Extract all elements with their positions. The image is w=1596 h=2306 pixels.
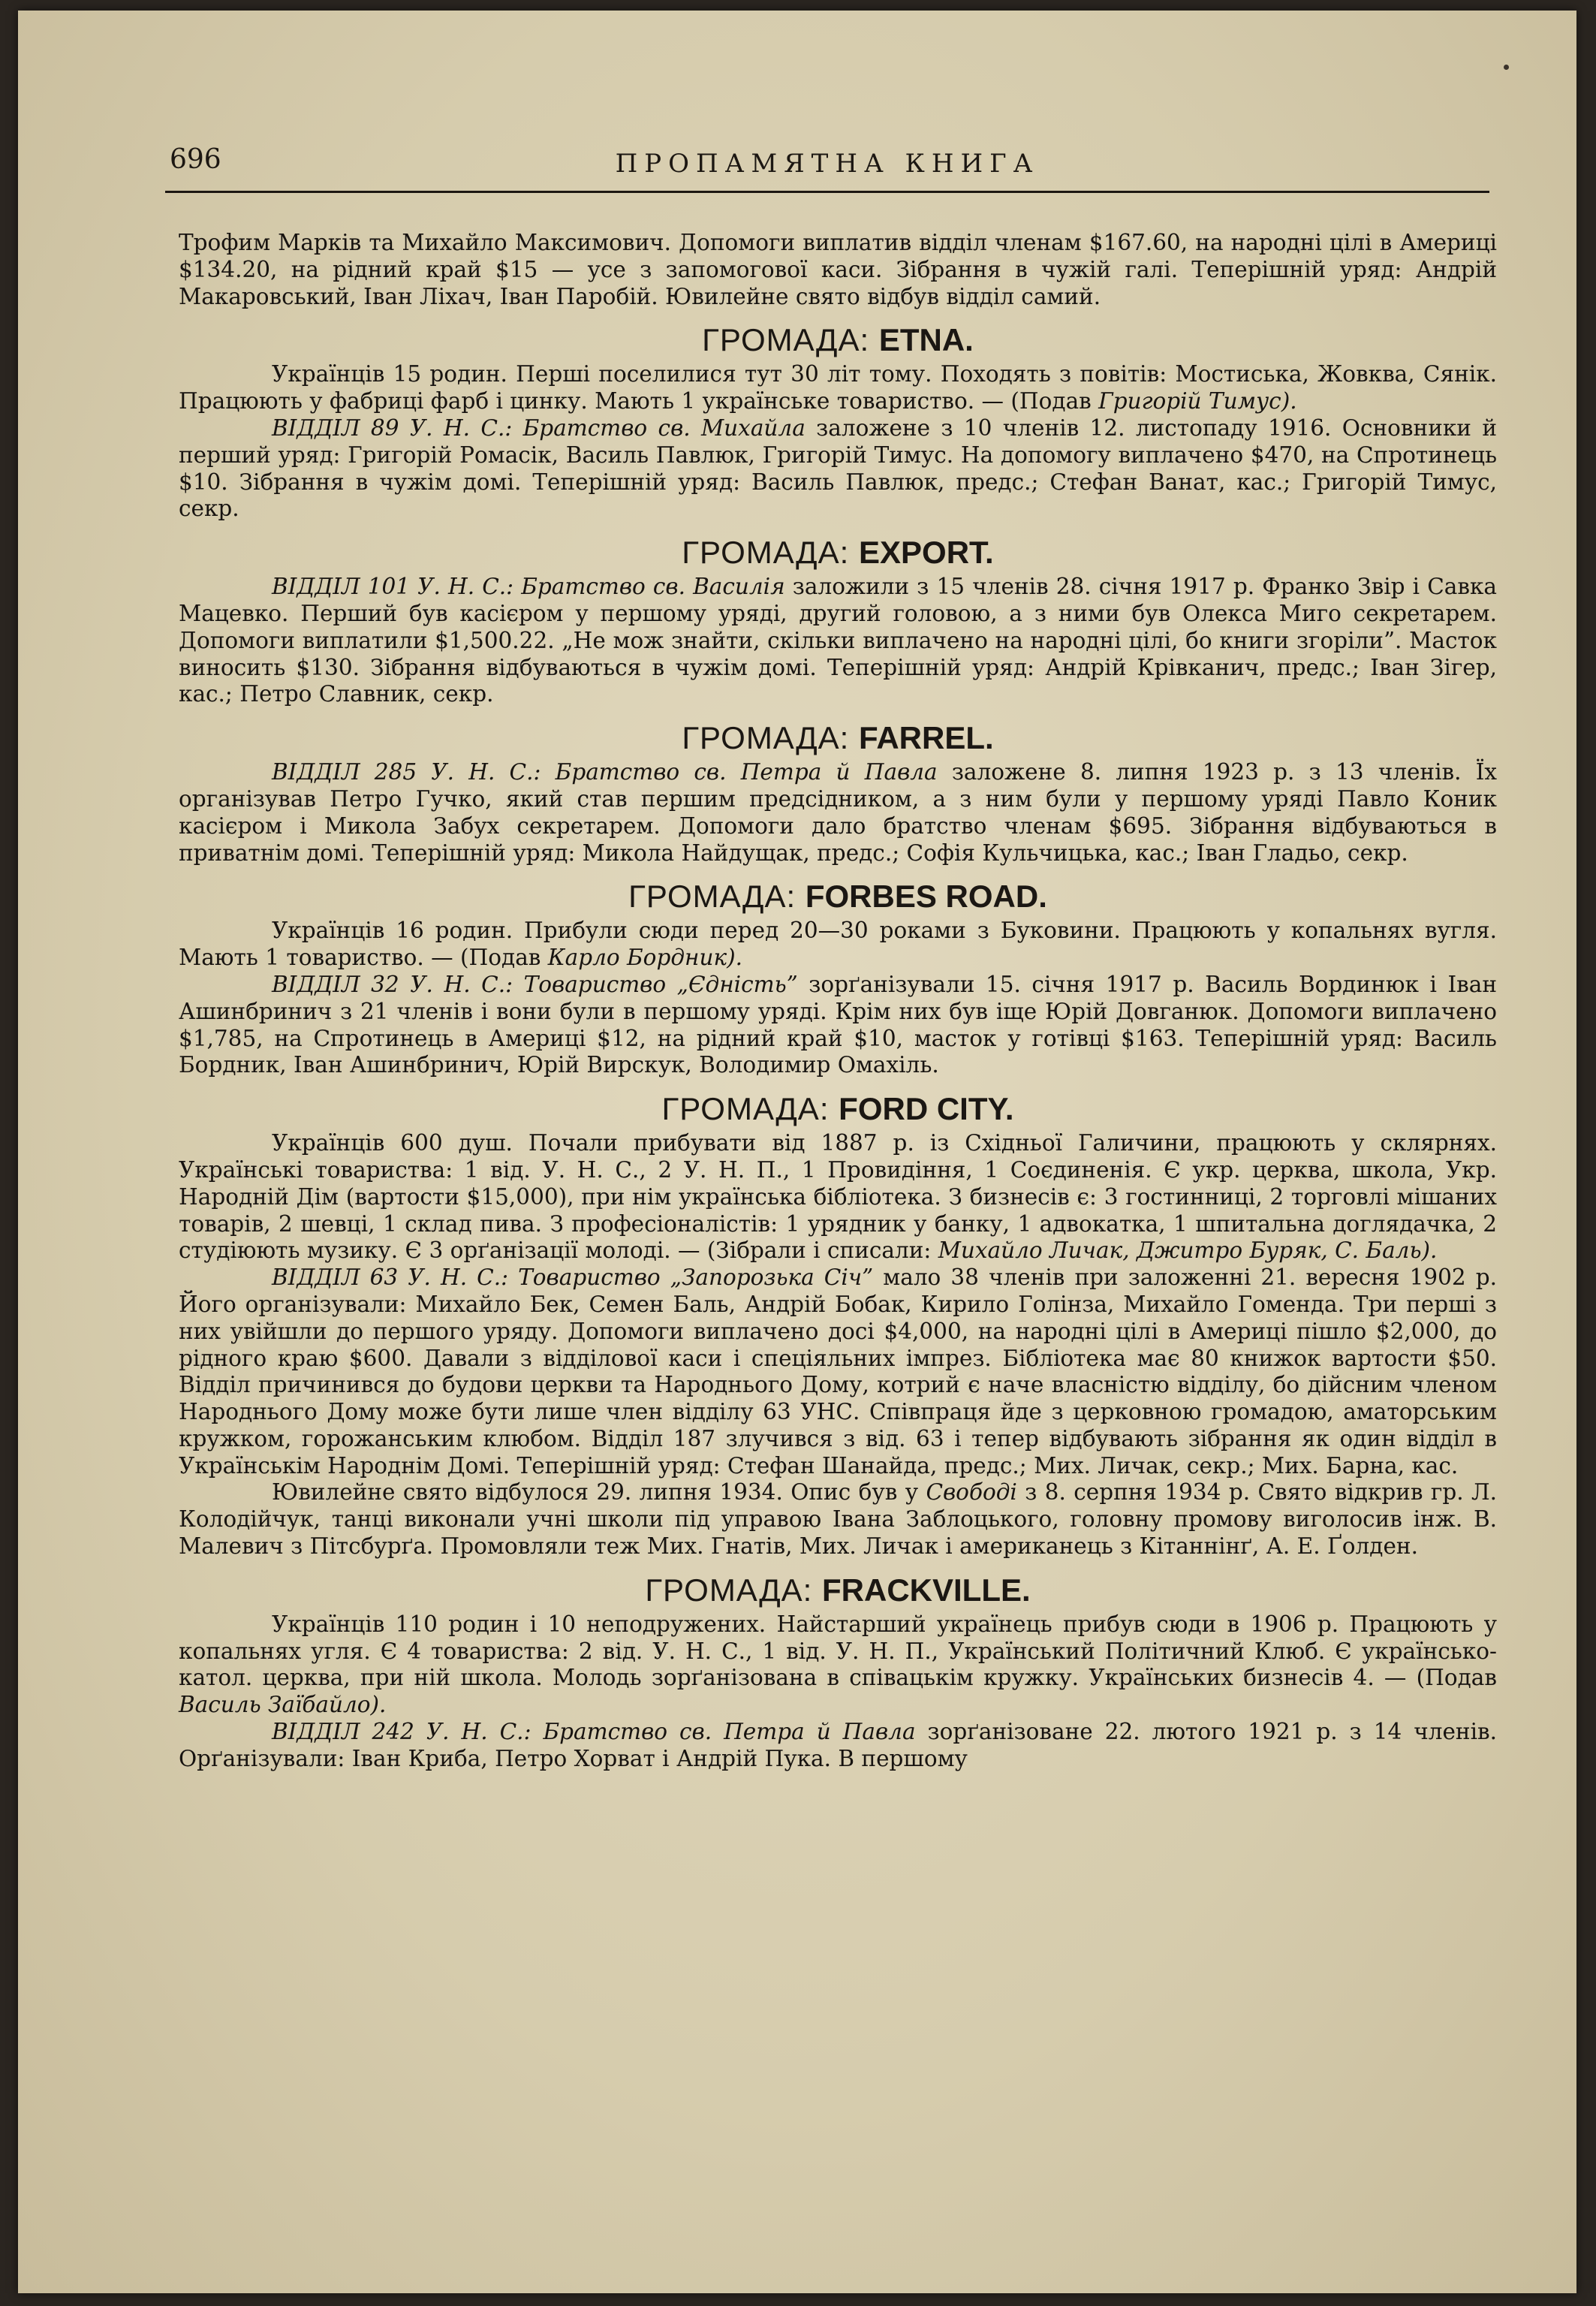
paragraph-italic-text: ВІДДІЛ 101 У. Н. С.: Братство св. Василія bbox=[272, 574, 785, 600]
section-label: ГРОМАДА: bbox=[682, 720, 860, 756]
book-page bbox=[18, 11, 1576, 2293]
book-title: ПРОПАМЯТНА КНИГА bbox=[615, 149, 1040, 179]
print-speck bbox=[1504, 65, 1509, 70]
section-place-name: EXPORT. bbox=[858, 535, 994, 571]
paragraph-italic-text: ВІДДІЛ 63 У. Н. С.: Товариство „Запорозька Січ” bbox=[272, 1265, 874, 1291]
section-label: ГРОМАДА: bbox=[682, 535, 859, 571]
section-label: ГРОМАДА: bbox=[628, 879, 806, 915]
section-paragraph bbox=[179, 361, 1497, 415]
section-place-name: FORD CITY. bbox=[839, 1091, 1014, 1127]
paragraph-text: заложене з 10 членів 12. листопаду 1916. Основники й перший уряд: Григорій Ромасік, Василь Павлюк, Григорій Тимус. На допомогу виплачено $470, на Спротинець $10. Зібрання в чужім домі. Теперішній уряд: Василь Павлюк, предс.; Стефан Ванат, кас.; Григорій Тимус, секр. bbox=[179, 414, 1497, 522]
page-content bbox=[179, 230, 1497, 1773]
section-heading bbox=[179, 1091, 1497, 1127]
paragraph-italic-text: Василь Заїбайло). bbox=[179, 1692, 387, 1718]
section-label: ГРОМАДА: bbox=[645, 1572, 823, 1608]
section-paragraph bbox=[179, 574, 1497, 708]
page-number: 696 bbox=[170, 144, 221, 175]
section-place-name: FRACKVILLE. bbox=[822, 1572, 1031, 1608]
paragraph-italic-text: Михайло Личак, Джитро Буряк, С. Баль). bbox=[938, 1237, 1438, 1264]
section-paragraph bbox=[179, 1130, 1497, 1265]
section-paragraph bbox=[179, 759, 1497, 867]
paragraph-text: Ювилейне свято відбулося 29. липня 1934. Опис був у bbox=[272, 1479, 926, 1506]
section-heading bbox=[179, 535, 1497, 571]
section-heading bbox=[179, 1572, 1497, 1608]
section-heading bbox=[179, 720, 1497, 756]
paragraph-italic-text: Григорій Тимус). bbox=[1098, 388, 1297, 414]
paragraph-italic-text: ВІДДІЛ 89 У. Н. С.: Братство св. Михайла bbox=[272, 414, 806, 441]
section-heading bbox=[179, 322, 1497, 358]
paragraph-text: Українців 110 родин і 10 неподружених. Найстарший українець прибув сюди в 1906 р. Працюють у копальнях угля. Є 4 товариства: 2 від. У. Н. С., 1 від. У. Н. П., Український Політичний Клюб. Є українсько-катол. церква, при ній школа. Молодь зорґанізована в співацькім кружку. Українських бизнесів 4. — (Подав bbox=[179, 1611, 1497, 1691]
paragraph-text: заложили з 15 членів 28. січня 1917 р. Франко Звір і Савка Мацевко. Перший був касієром у першому уряді, другий головою, а з ними був Олекса Миго секретарем. Допомоги виплатили $1,500.22. „Не мож знайти, скільки виплачено на народні цілі, бо книги згоріли”. Масток виносить $130. Зібрання відбуваються в чужім домі. Теперішній уряд: Андрій Крівканич, предс.; Іван Зігер, кас.; Петро Славник, секр. bbox=[179, 574, 1498, 707]
section-label: ГРОМАДА: bbox=[661, 1091, 839, 1127]
section-place-name: FORBES ROAD. bbox=[805, 879, 1047, 915]
paragraph-italic-text: Карло Бордник). bbox=[547, 945, 742, 971]
section-paragraph bbox=[179, 1611, 1497, 1719]
paragraph-text: Українців 600 душ. Почали прибувати від 1887 р. із Східньої Галичини, працюють у склярнях. Українські товариства: 1 від. У. Н. С., 2 У. Н. П., 1 Провидіння, 1 Соєдиненія. Є укр. церква, школа, Укр. Народній Дім (вартости $15,000), при нім українська бібліотека. З бизнесів є: 3 гостинниці, 2 торговлі мішаних товарів, 2 шевці, 1 склад пива. З професіоналістів: 1 урядник у банку, 1 адвокатка, 1 шпитальна доглядачка, 2 студіюють музику. Є 3 орґанізації молоді. — (Зібрали і списали: bbox=[179, 1130, 1497, 1264]
running-head bbox=[165, 144, 1489, 193]
paragraph-text: Українців 15 родин. Перші поселилися тут 30 літ тому. Походять з повітів: Мостиська, Жовква, Сянік. Працюють у фабриці фарб і цинку. Мають 1 українське товариство. — (Подав bbox=[179, 361, 1497, 414]
paragraph-italic-text: Свободі bbox=[926, 1479, 1017, 1506]
paragraph-text: зорґанізували 15. січня 1917 р. Василь Вординюк і Іван Ашинбринич з 21 членів і вони були в першому уряді. Крім них був іще Юрій Довганюк. Допомоги виплачено $1,785, на Спротинець в Америці $12, на рідний край $10, масток у готівці $163. Теперішній уряд: Василь Бордник, Іван Ашинбринич, Юрій Вирскук, Володимир Омахіль. bbox=[179, 971, 1497, 1078]
paragraph-text: зорґанізоване 22. лютого 1921 р. з 14 членів. Орґанізували: Іван Криба, Петро Хорват і Андрій Пука. В першому bbox=[179, 1719, 1497, 1771]
paragraph-text: мало 38 членів при заложенні 21. вересня 1902 р. Його організували: Михайло Бек, Семен Баль, Андрій Бобак, Кирило Голінза, Михайло Гоменда. Три перші з них увійшли до першого уряду. Допомоги виплачено досі $4,000, на народні цілі в Америці пішло $2,000, до рідного краю $600. Давали з відділової каси і спеціяльних імпрез. Бібліотека має 80 книжок вартости $50. Відділ причинився до будови церкви та Народнього Дому, котрий є наче власністю відділу, бо дійсним членом Народнього Дому може бути лише член відділу 63 УНС. Співпраця йде з церковною громадою, аматорським кружком, горожанським клюбом. Відділ 187 злучився з від. 63 і тепер відбувають зібрання як один відділ в Українськім Народнім Домі. Теперішній уряд: Стефан Шанайда, предс.; Мих. Личак, секр.; Мих. Барна, кас. bbox=[179, 1265, 1497, 1479]
section-paragraph bbox=[179, 972, 1497, 1079]
section-paragraph bbox=[179, 1265, 1497, 1479]
paragraph-text: з 8. серпня 1934 р. Свято відкрив гр. Л. Колодійчук, танці виконали учні школи під управою Івана Заблоцького, головну промову виголосив інж. В. Малевич з Пітсбурґа. Промовляли теж Мих. Гнатів, Мих. Личак і американець з Кітаннінґ, А. Е. Ґолден. bbox=[179, 1479, 1497, 1560]
section-paragraph bbox=[179, 1719, 1497, 1773]
section-place-name: ETNA. bbox=[878, 322, 974, 358]
section-paragraph bbox=[179, 415, 1497, 523]
paragraph-italic-text: ВІДДІЛ 242 У. Н. С.: Братство св. Петра й Павла bbox=[272, 1719, 916, 1745]
section-place-name: FARREL. bbox=[859, 720, 994, 756]
paragraph-italic-text: ВІДДІЛ 32 У. Н. С.: Товариство „Єдність” bbox=[272, 971, 798, 997]
section-paragraph bbox=[179, 918, 1497, 972]
section-paragraph bbox=[179, 1479, 1497, 1560]
paragraph-text: заложене 8. липня 1923 р. з 13 членів. Їх оргaнізував Петро Гучко, який став першим предсідником, а з ним були у першому уряді Павло Коник касієром і Микола Забух секретарем. Допомоги дало братство членам $695. Зібрання відбуваються в приватнім домі. Теперішній уряд: Микола Найдущак, предс.; Софія Кульчицька, кас.; Іван Гладьо, секр. bbox=[179, 759, 1497, 866]
section-label: ГРОМАДА: bbox=[702, 322, 879, 358]
section-heading bbox=[179, 879, 1497, 915]
paragraph-text: Українців 16 родин. Прибули сюди перед 20—30 роками з Буковини. Працюють у копальнях вугля. Мають 1 товариство. — (Подав bbox=[179, 918, 1497, 971]
sections bbox=[179, 322, 1497, 1772]
paragraph-italic-text: ВІДДІЛ 285 У. Н. С.: Братство св. Петра й Павла bbox=[272, 759, 938, 785]
intro-paragraph: Трофим Марків та Михайло Максимович. Допомоги виплатив відділ членам $167.60, на народні цілі в Америці $134.20, на рідний край $15 — усе з запомогової каси. Зібрання в чужій галі. Теперішній уряд: Андрій Макаровський, Іван Ліхач, Іван Паробій. Ювилейне свято відбув відділ самий. bbox=[179, 230, 1497, 309]
